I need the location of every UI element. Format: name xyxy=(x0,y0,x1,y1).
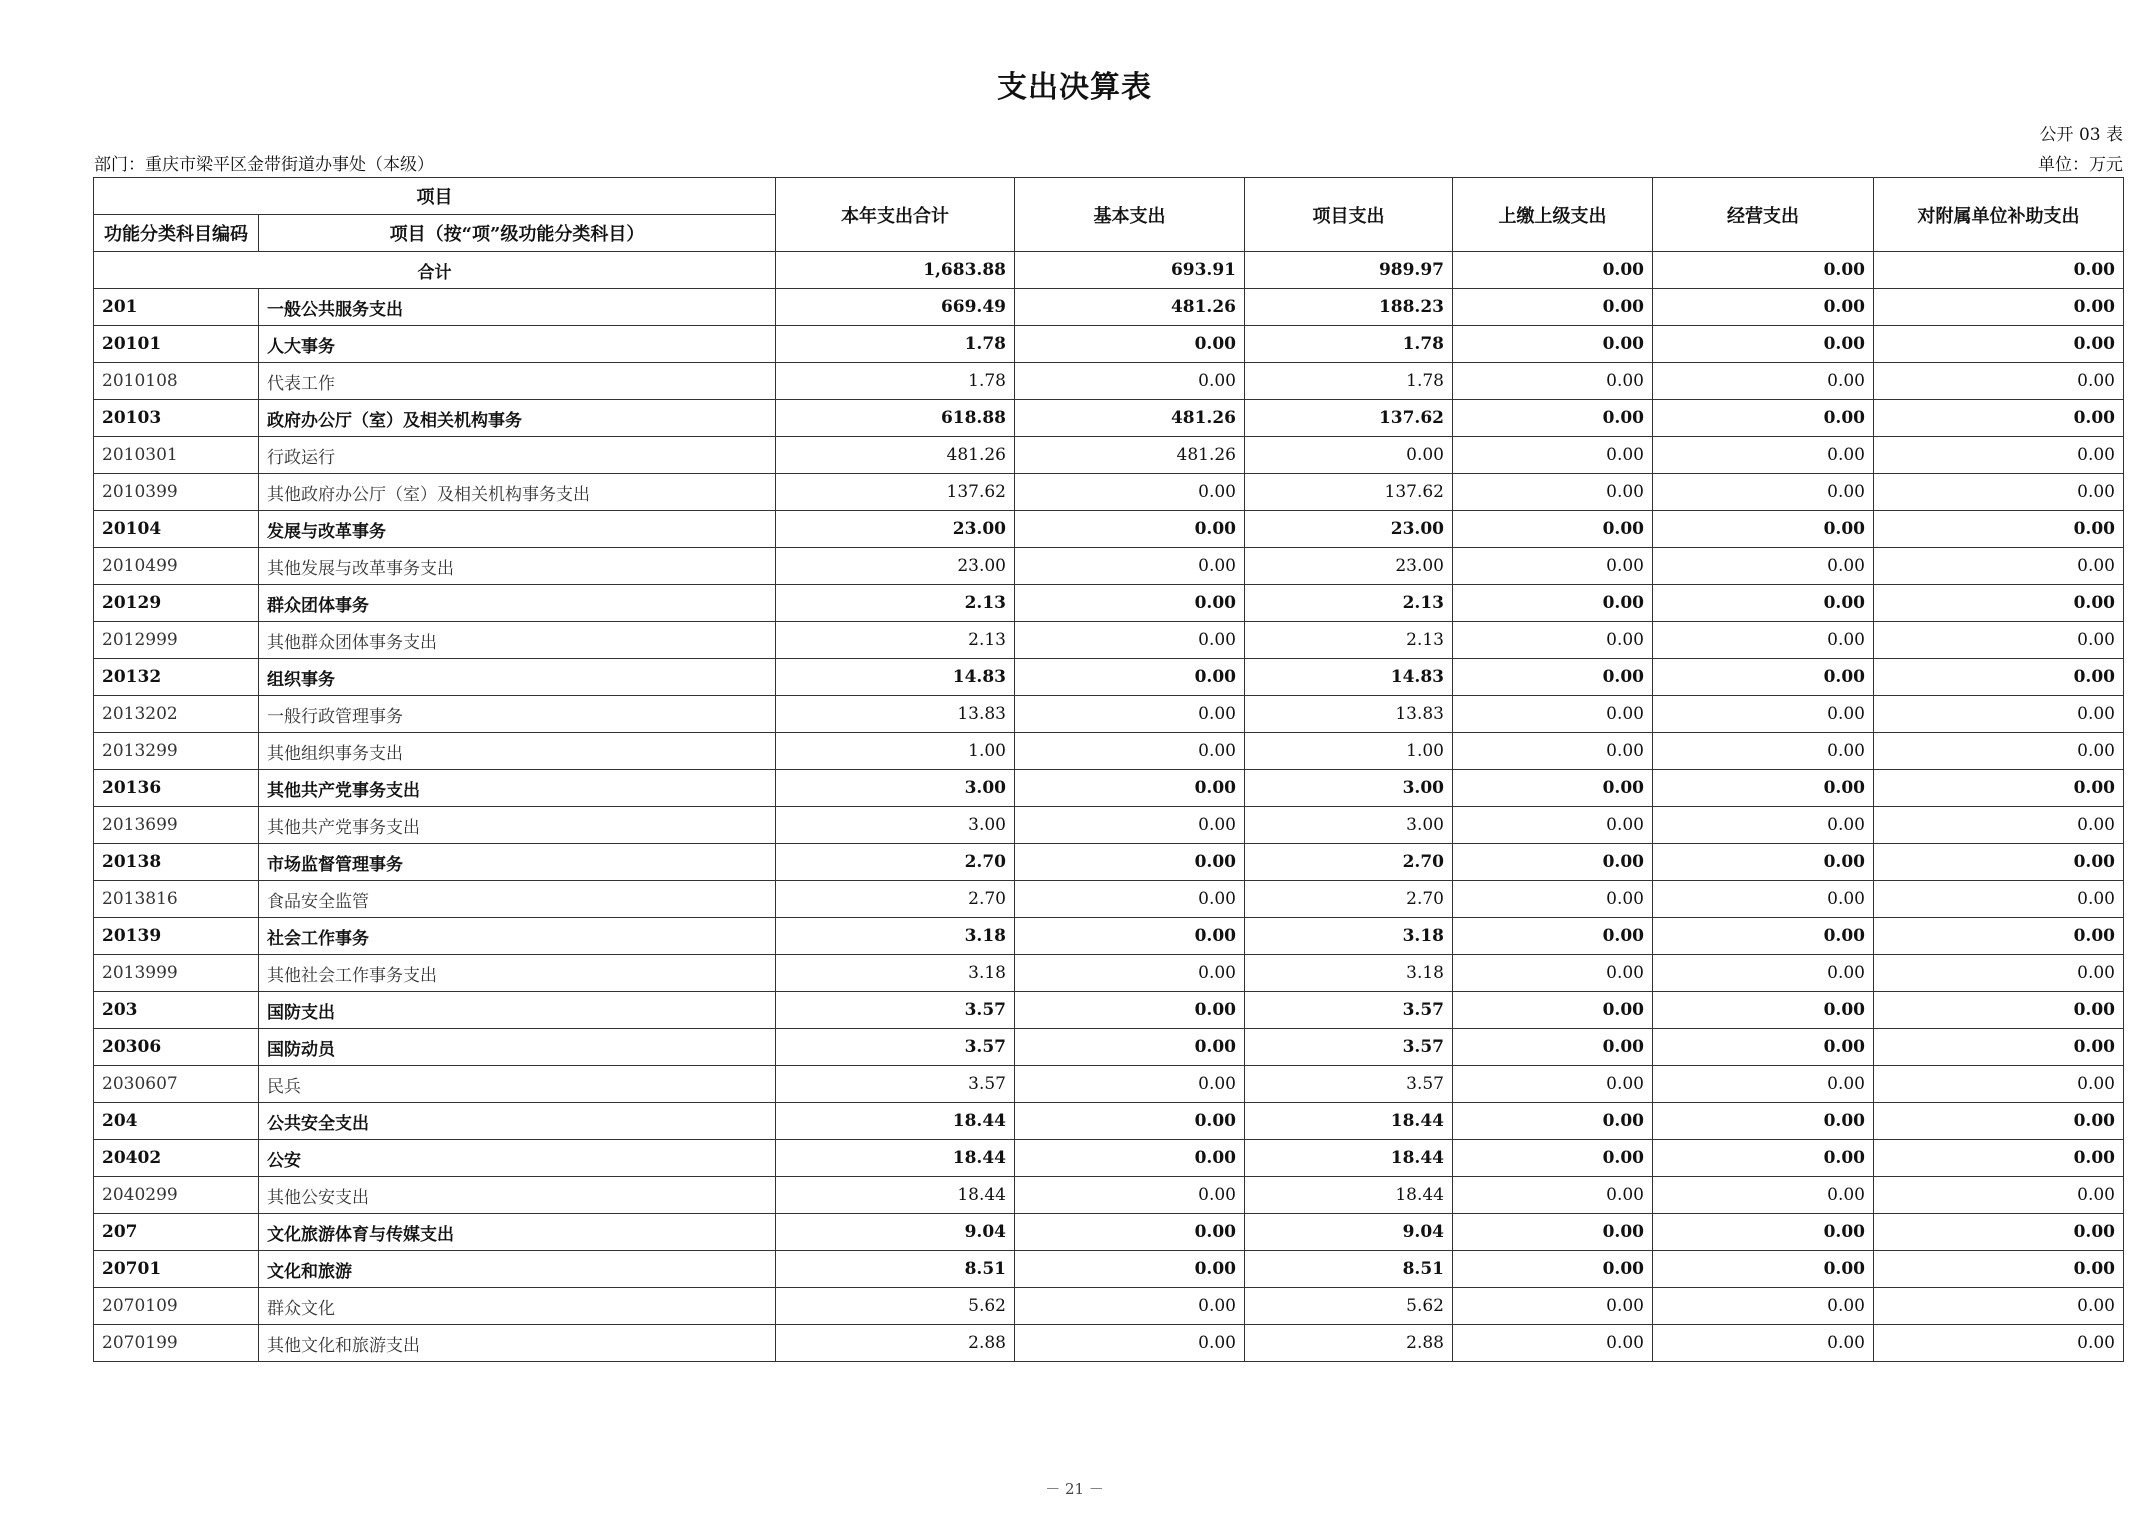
row-value: 1.00 xyxy=(1245,733,1453,770)
row-name: 一般公共服务支出 xyxy=(259,289,776,326)
total-cell: 693.91 xyxy=(1015,252,1245,289)
row-value: 0.00 xyxy=(1453,844,1653,881)
row-value: 2.70 xyxy=(1245,844,1453,881)
row-code: 20132 xyxy=(94,659,259,696)
header-subsidy: 对附属单位补助支出 xyxy=(1874,178,2124,252)
row-value: 3.00 xyxy=(1245,807,1453,844)
row-value: 0.00 xyxy=(1874,1325,2124,1362)
total-cell: 0.00 xyxy=(1874,252,2124,289)
row-value: 137.62 xyxy=(776,474,1015,511)
expenditure-table xyxy=(93,177,2124,1362)
row-value: 0.00 xyxy=(1453,1029,1653,1066)
row-value: 3.18 xyxy=(1245,955,1453,992)
row-code: 201 xyxy=(94,289,259,326)
row-value: 0.00 xyxy=(1015,918,1245,955)
row-value: 3.57 xyxy=(776,1029,1015,1066)
table-row xyxy=(94,474,2124,511)
header-upper-remit: 上缴上级支出 xyxy=(1453,178,1653,252)
row-value: 2.13 xyxy=(1245,622,1453,659)
row-value: 0.00 xyxy=(1874,622,2124,659)
row-value: 3.18 xyxy=(776,918,1015,955)
row-value: 618.88 xyxy=(776,400,1015,437)
row-value: 9.04 xyxy=(1245,1214,1453,1251)
row-value: 2.13 xyxy=(1245,585,1453,622)
row-code: 2030607 xyxy=(94,1066,259,1103)
row-code: 2010499 xyxy=(94,548,259,585)
table-row xyxy=(94,437,2124,474)
row-value: 0.00 xyxy=(1453,1103,1653,1140)
row-code: 20306 xyxy=(94,1029,259,1066)
row-value: 1.78 xyxy=(776,326,1015,363)
row-name: 政府办公厅（室）及相关机构事务 xyxy=(259,400,776,437)
row-name: 人大事务 xyxy=(259,326,776,363)
row-value: 23.00 xyxy=(1245,548,1453,585)
row-value: 481.26 xyxy=(1015,437,1245,474)
row-value: 3.57 xyxy=(1245,1029,1453,1066)
row-code: 207 xyxy=(94,1214,259,1251)
row-value: 0.00 xyxy=(1653,659,1874,696)
table-row xyxy=(94,918,2124,955)
row-code: 2010399 xyxy=(94,474,259,511)
row-value: 0.00 xyxy=(1874,1029,2124,1066)
table-row xyxy=(94,1029,2124,1066)
row-name: 社会工作事务 xyxy=(259,918,776,955)
row-value: 0.00 xyxy=(1653,437,1874,474)
row-value: 481.26 xyxy=(1015,400,1245,437)
row-value: 137.62 xyxy=(1245,474,1453,511)
row-value: 0.00 xyxy=(1015,733,1245,770)
row-value: 13.83 xyxy=(776,696,1015,733)
row-value: 0.00 xyxy=(1653,326,1874,363)
row-value: 0.00 xyxy=(1653,548,1874,585)
row-value: 0.00 xyxy=(1653,363,1874,400)
row-value: 0.00 xyxy=(1874,955,2124,992)
row-name: 其他公安支出 xyxy=(259,1177,776,1214)
row-value: 3.18 xyxy=(1245,918,1453,955)
row-value: 0.00 xyxy=(1653,585,1874,622)
table-row xyxy=(94,1214,2124,1251)
row-code: 203 xyxy=(94,992,259,1029)
row-value: 0.00 xyxy=(1874,881,2124,918)
row-value: 2.13 xyxy=(776,585,1015,622)
row-value: 2.13 xyxy=(776,622,1015,659)
row-value: 0.00 xyxy=(1453,326,1653,363)
row-code: 2013699 xyxy=(94,807,259,844)
row-value: 13.83 xyxy=(1245,696,1453,733)
row-value: 0.00 xyxy=(1653,807,1874,844)
row-value: 0.00 xyxy=(1453,1214,1653,1251)
row-code: 20104 xyxy=(94,511,259,548)
table-row xyxy=(94,1066,2124,1103)
row-value: 0.00 xyxy=(1015,1214,1245,1251)
row-value: 0.00 xyxy=(1015,1251,1245,1288)
row-value: 0.00 xyxy=(1653,918,1874,955)
table-row xyxy=(94,363,2124,400)
row-value: 0.00 xyxy=(1453,289,1653,326)
row-value: 0.00 xyxy=(1653,696,1874,733)
row-name: 发展与改革事务 xyxy=(259,511,776,548)
row-value: 0.00 xyxy=(1015,955,1245,992)
row-code: 20101 xyxy=(94,326,259,363)
table-row xyxy=(94,955,2124,992)
row-value: 0.00 xyxy=(1453,696,1653,733)
row-value: 0.00 xyxy=(1874,992,2124,1029)
row-value: 0.00 xyxy=(1015,1029,1245,1066)
row-value: 2.70 xyxy=(1245,881,1453,918)
row-value: 0.00 xyxy=(1453,918,1653,955)
row-name: 组织事务 xyxy=(259,659,776,696)
table-row xyxy=(94,326,2124,363)
row-value: 0.00 xyxy=(1453,1288,1653,1325)
row-value: 0.00 xyxy=(1874,400,2124,437)
row-value: 0.00 xyxy=(1874,696,2124,733)
row-value: 18.44 xyxy=(1245,1177,1453,1214)
row-value: 0.00 xyxy=(1653,622,1874,659)
row-value: 2.88 xyxy=(776,1325,1015,1362)
row-code: 2013202 xyxy=(94,696,259,733)
header-basic: 基本支出 xyxy=(1015,178,1245,252)
table-row xyxy=(94,289,2124,326)
row-value: 0.00 xyxy=(1653,1029,1874,1066)
row-code: 20138 xyxy=(94,844,259,881)
row-name: 其他组织事务支出 xyxy=(259,733,776,770)
total-cell: 0.00 xyxy=(1453,252,1653,289)
form-number: 公开 03 表 xyxy=(2039,125,2123,145)
table-row xyxy=(94,1325,2124,1362)
row-code: 20103 xyxy=(94,400,259,437)
row-value: 481.26 xyxy=(776,437,1015,474)
table-row xyxy=(94,1251,2124,1288)
page-title: 支出决算表 xyxy=(997,70,1152,105)
row-name: 其他群众团体事务支出 xyxy=(259,622,776,659)
table-row xyxy=(94,1103,2124,1140)
row-value: 0.00 xyxy=(1453,622,1653,659)
row-value: 0.00 xyxy=(1653,1103,1874,1140)
row-value: 0.00 xyxy=(1015,326,1245,363)
row-value: 2.88 xyxy=(1245,1325,1453,1362)
row-value: 481.26 xyxy=(1015,289,1245,326)
row-value: 0.00 xyxy=(1453,1325,1653,1362)
row-value: 0.00 xyxy=(1453,548,1653,585)
total-cell: 0.00 xyxy=(1653,252,1874,289)
table-row xyxy=(94,1177,2124,1214)
row-value: 0.00 xyxy=(1015,1140,1245,1177)
table-row xyxy=(94,992,2124,1029)
row-code: 20139 xyxy=(94,918,259,955)
row-value: 14.83 xyxy=(776,659,1015,696)
table-row xyxy=(94,881,2124,918)
row-value: 0.00 xyxy=(1653,474,1874,511)
row-value: 0.00 xyxy=(1653,992,1874,1029)
row-value: 0.00 xyxy=(1874,585,2124,622)
row-value: 0.00 xyxy=(1015,1325,1245,1362)
row-value: 669.49 xyxy=(776,289,1015,326)
row-value: 1.78 xyxy=(1245,326,1453,363)
row-code: 20129 xyxy=(94,585,259,622)
row-value: 0.00 xyxy=(1015,363,1245,400)
row-value: 3.57 xyxy=(776,992,1015,1029)
row-value: 2.70 xyxy=(776,881,1015,918)
row-value: 0.00 xyxy=(1015,1103,1245,1140)
row-value: 0.00 xyxy=(1653,400,1874,437)
table-row xyxy=(94,585,2124,622)
total-cell: 1,683.88 xyxy=(776,252,1015,289)
row-value: 2.70 xyxy=(776,844,1015,881)
row-code: 2040299 xyxy=(94,1177,259,1214)
row-value: 0.00 xyxy=(1453,733,1653,770)
row-value: 0.00 xyxy=(1874,437,2124,474)
row-value: 0.00 xyxy=(1874,770,2124,807)
row-value: 0.00 xyxy=(1874,1177,2124,1214)
row-value: 0.00 xyxy=(1874,363,2124,400)
row-value: 18.44 xyxy=(1245,1140,1453,1177)
row-name: 食品安全监管 xyxy=(259,881,776,918)
row-value: 23.00 xyxy=(776,511,1015,548)
table-row xyxy=(94,696,2124,733)
row-value: 0.00 xyxy=(1653,511,1874,548)
row-value: 0.00 xyxy=(1874,1251,2124,1288)
row-value: 0.00 xyxy=(1015,1066,1245,1103)
row-name: 其他共产党事务支出 xyxy=(259,807,776,844)
row-value: 18.44 xyxy=(776,1140,1015,1177)
unit-label: 单位：万元 xyxy=(2038,155,2123,175)
row-value: 8.51 xyxy=(1245,1251,1453,1288)
row-value: 0.00 xyxy=(1015,1177,1245,1214)
header-project: 项目 xyxy=(94,178,776,215)
row-value: 0.00 xyxy=(1653,770,1874,807)
row-value: 0.00 xyxy=(1874,1066,2124,1103)
row-value: 0.00 xyxy=(1653,844,1874,881)
row-value: 0.00 xyxy=(1015,659,1245,696)
row-name: 其他共产党事务支出 xyxy=(259,770,776,807)
row-value: 9.04 xyxy=(776,1214,1015,1251)
row-value: 0.00 xyxy=(1453,1251,1653,1288)
row-value: 0.00 xyxy=(1453,955,1653,992)
row-name: 市场监督管理事务 xyxy=(259,844,776,881)
row-name: 国防支出 xyxy=(259,992,776,1029)
row-value: 0.00 xyxy=(1453,363,1653,400)
row-value: 0.00 xyxy=(1874,289,2124,326)
row-value: 1.78 xyxy=(776,363,1015,400)
row-value: 0.00 xyxy=(1453,770,1653,807)
table-row xyxy=(94,659,2124,696)
row-name: 文化旅游体育与传媒支出 xyxy=(259,1214,776,1251)
row-value: 0.00 xyxy=(1874,918,2124,955)
row-name: 民兵 xyxy=(259,1066,776,1103)
row-value: 18.44 xyxy=(776,1177,1015,1214)
row-name: 国防动员 xyxy=(259,1029,776,1066)
page-number: － 21 － xyxy=(1045,1480,1104,1498)
row-value: 0.00 xyxy=(1653,1288,1874,1325)
row-name: 群众文化 xyxy=(259,1288,776,1325)
total-cell: 989.97 xyxy=(1245,252,1453,289)
row-value: 0.00 xyxy=(1453,400,1653,437)
row-name: 其他社会工作事务支出 xyxy=(259,955,776,992)
row-value: 0.00 xyxy=(1874,548,2124,585)
row-name: 其他发展与改革事务支出 xyxy=(259,548,776,585)
header-name: 项目（按“项”级功能分类科目） xyxy=(259,215,776,252)
row-value: 0.00 xyxy=(1653,1214,1874,1251)
row-value: 5.62 xyxy=(776,1288,1015,1325)
total-row xyxy=(94,252,2124,289)
table-row xyxy=(94,400,2124,437)
row-value: 0.00 xyxy=(1453,585,1653,622)
row-name: 文化和旅游 xyxy=(259,1251,776,1288)
row-value: 23.00 xyxy=(1245,511,1453,548)
row-code: 2013816 xyxy=(94,881,259,918)
row-code: 2012999 xyxy=(94,622,259,659)
table-row xyxy=(94,622,2124,659)
row-value: 0.00 xyxy=(1453,1140,1653,1177)
row-value: 0.00 xyxy=(1453,881,1653,918)
row-value: 0.00 xyxy=(1653,881,1874,918)
row-value: 0.00 xyxy=(1874,733,2124,770)
row-value: 3.00 xyxy=(776,770,1015,807)
row-value: 0.00 xyxy=(1874,474,2124,511)
row-value: 18.44 xyxy=(1245,1103,1453,1140)
row-value: 0.00 xyxy=(1874,844,2124,881)
row-value: 14.83 xyxy=(1245,659,1453,696)
row-value: 0.00 xyxy=(1874,1288,2124,1325)
row-value: 0.00 xyxy=(1453,1177,1653,1214)
row-code: 2010301 xyxy=(94,437,259,474)
row-value: 5.62 xyxy=(1245,1288,1453,1325)
row-value: 0.00 xyxy=(1453,511,1653,548)
row-value: 0.00 xyxy=(1653,955,1874,992)
row-value: 3.00 xyxy=(776,807,1015,844)
row-code: 2010108 xyxy=(94,363,259,400)
row-value: 0.00 xyxy=(1874,1214,2124,1251)
row-code: 2013999 xyxy=(94,955,259,992)
row-value: 0.00 xyxy=(1653,1066,1874,1103)
row-value: 8.51 xyxy=(776,1251,1015,1288)
row-value: 0.00 xyxy=(1015,770,1245,807)
row-value: 0.00 xyxy=(1453,992,1653,1029)
department-label: 部门：重庆市梁平区金带街道办事处（本级） xyxy=(94,155,434,175)
row-value: 0.00 xyxy=(1874,807,2124,844)
row-value: 0.00 xyxy=(1874,1140,2124,1177)
row-value: 0.00 xyxy=(1653,289,1874,326)
row-value: 0.00 xyxy=(1653,1140,1874,1177)
row-name: 一般行政管理事务 xyxy=(259,696,776,733)
row-value: 0.00 xyxy=(1015,696,1245,733)
row-value: 0.00 xyxy=(1874,326,2124,363)
row-value: 1.00 xyxy=(776,733,1015,770)
header-project-expenditure: 项目支出 xyxy=(1245,178,1453,252)
header-total: 本年支出合计 xyxy=(776,178,1015,252)
row-value: 3.18 xyxy=(776,955,1015,992)
row-value: 0.00 xyxy=(1015,1288,1245,1325)
row-code: 20402 xyxy=(94,1140,259,1177)
row-value: 0.00 xyxy=(1015,474,1245,511)
row-name: 公共安全支出 xyxy=(259,1103,776,1140)
row-value: 0.00 xyxy=(1015,622,1245,659)
row-value: 0.00 xyxy=(1453,474,1653,511)
row-code: 2070109 xyxy=(94,1288,259,1325)
row-value: 0.00 xyxy=(1653,1251,1874,1288)
row-name: 其他文化和旅游支出 xyxy=(259,1325,776,1362)
row-value: 0.00 xyxy=(1653,1325,1874,1362)
row-code: 20136 xyxy=(94,770,259,807)
row-value: 0.00 xyxy=(1453,1066,1653,1103)
row-value: 3.57 xyxy=(776,1066,1015,1103)
row-value: 0.00 xyxy=(1453,437,1653,474)
row-value: 0.00 xyxy=(1015,585,1245,622)
row-name: 行政运行 xyxy=(259,437,776,474)
row-value: 3.57 xyxy=(1245,992,1453,1029)
row-value: 3.57 xyxy=(1245,1066,1453,1103)
row-name: 其他政府办公厅（室）及相关机构事务支出 xyxy=(259,474,776,511)
table-row xyxy=(94,1140,2124,1177)
row-value: 0.00 xyxy=(1245,437,1453,474)
header-code: 功能分类科目编码 xyxy=(94,215,259,252)
row-code: 20701 xyxy=(94,1251,259,1288)
row-code: 2070199 xyxy=(94,1325,259,1362)
table-row xyxy=(94,548,2124,585)
row-value: 0.00 xyxy=(1015,844,1245,881)
table-row xyxy=(94,733,2124,770)
row-value: 0.00 xyxy=(1015,548,1245,585)
row-code: 204 xyxy=(94,1103,259,1140)
table-row xyxy=(94,770,2124,807)
row-value: 137.62 xyxy=(1245,400,1453,437)
row-value: 0.00 xyxy=(1874,511,2124,548)
row-value: 0.00 xyxy=(1015,992,1245,1029)
table-row xyxy=(94,807,2124,844)
row-value: 0.00 xyxy=(1874,659,2124,696)
row-name: 代表工作 xyxy=(259,363,776,400)
row-name: 公安 xyxy=(259,1140,776,1177)
row-name: 群众团体事务 xyxy=(259,585,776,622)
table-row xyxy=(94,844,2124,881)
row-code: 2013299 xyxy=(94,733,259,770)
row-value: 0.00 xyxy=(1015,881,1245,918)
row-value: 0.00 xyxy=(1874,1103,2124,1140)
total-label: 合计 xyxy=(94,252,776,289)
row-value: 0.00 xyxy=(1015,807,1245,844)
row-value: 0.00 xyxy=(1453,659,1653,696)
row-value: 0.00 xyxy=(1653,733,1874,770)
row-value: 23.00 xyxy=(776,548,1015,585)
table-row xyxy=(94,511,2124,548)
header-business: 经营支出 xyxy=(1653,178,1874,252)
row-value: 0.00 xyxy=(1453,807,1653,844)
row-value: 1.78 xyxy=(1245,363,1453,400)
row-value: 188.23 xyxy=(1245,289,1453,326)
row-value: 0.00 xyxy=(1653,1177,1874,1214)
row-value: 3.00 xyxy=(1245,770,1453,807)
table-row xyxy=(94,1288,2124,1325)
row-value: 18.44 xyxy=(776,1103,1015,1140)
row-value: 0.00 xyxy=(1015,511,1245,548)
